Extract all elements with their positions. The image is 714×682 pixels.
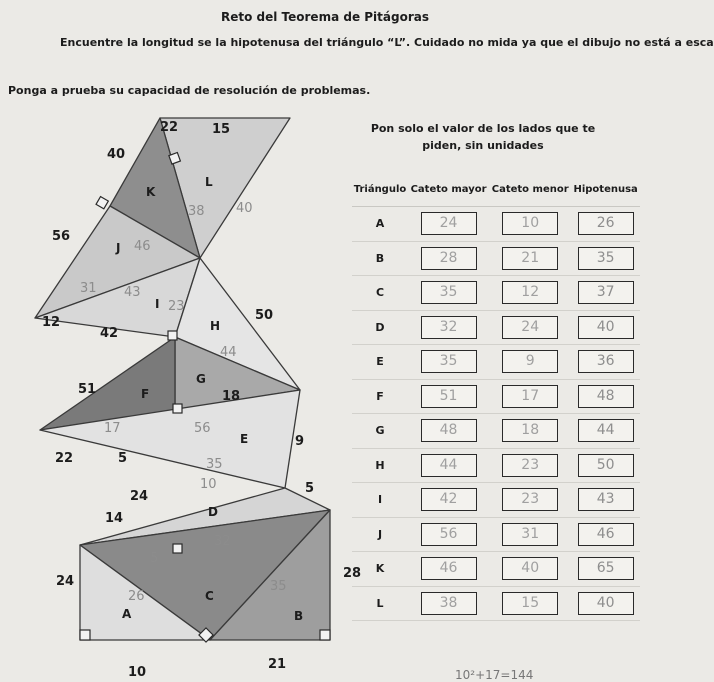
side-label: 22 [55,451,74,466]
hint-line-1: Pon solo el valor de los lados que te [370,122,596,135]
hypotenuse-cell [571,207,640,242]
table-row [352,517,640,552]
triangle-letter: F [141,387,150,401]
minor-leg-cell [489,517,571,552]
triangle-name-cell: H [352,448,408,483]
major-leg-answer-box[interactable]: 42 [421,488,477,511]
triangle-name-cell: K [352,552,408,587]
pencil-note: 35 [270,579,287,594]
minor-leg-answer-box[interactable]: 31 [502,523,558,546]
side-label: 24 [56,574,75,589]
table-row [352,552,640,587]
triangle-name-cell: L [352,586,408,621]
hypotenuse-cell [571,448,640,483]
triangle-name-cell: G [352,414,408,449]
pencil-note: 43 [124,285,141,300]
minor-leg-cell [489,448,571,483]
triangle-letter: C [205,589,214,603]
major-leg-answer-box[interactable]: 38 [421,592,477,615]
table-row [352,448,640,483]
hypotenuse-cell [571,517,640,552]
hypotenuse-cell [571,276,640,311]
triangle-name-cell: B [352,241,408,276]
triangle-letter: D [208,505,218,519]
hypotenuse-answer-box[interactable]: 40 [578,316,634,339]
side-label: 24 [130,489,149,504]
table-row [352,414,640,449]
hypotenuse-cell [571,414,640,449]
minor-leg-answer-box[interactable]: 23 [502,454,558,477]
triangle-letter: J [116,241,121,255]
hypotenuse-cell [571,552,640,587]
major-leg-cell [408,414,489,449]
triangle-name-cell: F [352,379,408,414]
minor-leg-cell [489,241,571,276]
minor-leg-answer-box[interactable]: 10 [502,212,558,235]
side-label: 10 [128,665,147,680]
hypotenuse-cell [571,345,640,380]
triangle-letter: L [205,175,213,189]
triangle-letter: A [122,607,132,621]
major-leg-cell [408,517,489,552]
hint-line-2: piden, sin unidades [422,139,544,152]
major-leg-answer-box[interactable]: 46 [421,557,477,580]
pencil-note: 40 [236,201,253,216]
pencil-note: 23 [168,299,185,314]
side-label: 5 [305,481,315,496]
hypotenuse-answer-box[interactable]: 36 [578,350,634,373]
challenge-text: Ponga a prueba su capacidad de resolución de problemas. [8,84,371,97]
major-leg-cell [408,586,489,621]
col-header-minor-leg: Cateto menor [489,172,571,207]
triangle-name-cell: A [352,207,408,242]
hypotenuse-answer-box[interactable]: 46 [578,523,634,546]
major-leg-answer-box[interactable]: 44 [421,454,477,477]
hypotenuse-cell [571,586,640,621]
col-header-hypotenuse: Hipotenusa [571,172,640,207]
pencil-note: 17 [104,421,121,436]
hypotenuse-cell [571,310,640,345]
hypotenuse-answer-box[interactable]: 44 [578,419,634,442]
side-label: 50 [255,308,274,323]
minor-leg-cell [489,345,571,380]
pencil-calculation: 10²+17=144 [455,668,534,682]
side-label: 56 [52,229,71,244]
side-label: 28 [343,566,362,581]
minor-leg-cell [489,379,571,414]
table-row [352,241,640,276]
major-leg-cell [408,448,489,483]
major-leg-cell [408,483,489,518]
triangle-letter: B [294,609,304,623]
hypotenuse-answer-box[interactable]: 26 [578,212,634,235]
table-row [352,586,640,621]
major-leg-cell [408,379,489,414]
triangle-letter: I [155,297,160,311]
minor-leg-cell [489,414,571,449]
minor-leg-answer-box[interactable]: 21 [502,247,558,270]
major-leg-answer-box[interactable]: 48 [421,419,477,442]
minor-leg-answer-box[interactable]: 40 [502,557,558,580]
pencil-note: 26 [128,589,145,604]
triangle-name-cell: C [352,276,408,311]
triangle-name-cell: I [352,483,408,518]
hypotenuse-answer-box[interactable]: 50 [578,454,634,477]
minor-leg-answer-box[interactable]: 17 [502,385,558,408]
minor-leg-answer-box[interactable]: 12 [502,281,558,304]
instruction-text: Encuentre la longitud se la hipotenusa del triángulo “L”. Cuidado no mida ya que el dibujo no está a esca [60,36,714,49]
pencil-note: 32 [214,534,231,549]
side-label: 40 [107,147,126,162]
table-row [352,379,640,414]
col-header-major-leg: Cateto mayor [408,172,489,207]
table-row [352,310,640,345]
hypotenuse-answer-box[interactable]: 35 [578,247,634,270]
side-label: 9 [295,434,305,449]
major-leg-cell [408,345,489,380]
table-row [352,483,640,518]
major-leg-cell [408,207,489,242]
major-leg-answer-box[interactable]: 51 [421,385,477,408]
col-header-triangle: Triángulo [352,172,408,207]
hypotenuse-answer-box[interactable]: 48 [578,385,634,408]
minor-leg-cell [489,586,571,621]
table-row [352,345,640,380]
answer-hint [348,120,618,154]
triangle-letter: K [146,185,156,199]
major-leg-answer-box[interactable]: 28 [421,247,477,270]
major-leg-cell [408,552,489,587]
minor-leg-cell [489,276,571,311]
table-row [352,207,640,242]
triangle-letter: G [196,372,206,386]
hypotenuse-answer-box[interactable]: 40 [578,592,634,615]
hypotenuse-cell [571,379,640,414]
pythagoras-spiral-figure [0,100,362,682]
side-label: 42 [100,326,119,341]
pencil-note: 35 [206,457,223,472]
minor-leg-cell [489,207,571,242]
major-leg-answer-box[interactable]: 56 [421,523,477,546]
minor-leg-cell [489,552,571,587]
minor-leg-answer-box[interactable]: 23 [502,488,558,511]
hypotenuse-answer-box[interactable]: 65 [578,557,634,580]
pencil-note: 44 [220,345,237,360]
side-label: 51 [78,382,97,397]
pencil-note: 38 [188,204,205,219]
triangle-letter: H [210,319,221,333]
hypotenuse-answer-box[interactable]: 37 [578,281,634,304]
minor-leg-answer-box[interactable]: 24 [502,316,558,339]
minor-leg-answer-box[interactable]: 9 [502,350,558,373]
pencil-note: 5 [150,551,159,566]
side-label: 21 [268,657,287,672]
pencil-note: 46 [134,239,151,254]
major-leg-answer-box[interactable]: 32 [421,316,477,339]
page-title: Reto del Teorema de Pitágoras [220,10,429,24]
minor-leg-answer-box[interactable]: 15 [502,592,558,615]
minor-leg-cell [489,310,571,345]
triangle-name-cell: D [352,310,408,345]
minor-leg-answer-box[interactable]: 18 [502,419,558,442]
pencil-note: 56 [194,421,211,436]
major-leg-answer-box[interactable]: 24 [421,212,477,235]
major-leg-answer-box[interactable]: 35 [421,350,477,373]
answer-table [352,172,640,621]
side-label: 15 [212,122,231,137]
table-row [352,276,640,311]
side-label: 12 [42,315,61,330]
minor-leg-cell [489,483,571,518]
major-leg-cell [408,241,489,276]
major-leg-answer-box[interactable]: 35 [421,281,477,304]
side-label: 14 [105,511,124,526]
triangle-name-cell: J [352,517,408,552]
hypotenuse-answer-box[interactable]: 43 [578,488,634,511]
side-label: 18 [222,389,241,404]
major-leg-cell [408,276,489,311]
hypotenuse-cell [571,241,640,276]
triangle-name-cell: E [352,345,408,380]
triangle-letter: E [240,432,249,446]
side-label: 5 [118,451,128,466]
side-label: 22 [160,120,179,135]
hypotenuse-cell [571,483,640,518]
pencil-note: 31 [80,281,97,296]
table-header-row [352,172,640,207]
pencil-note: 10 [200,477,217,492]
major-leg-cell [408,310,489,345]
